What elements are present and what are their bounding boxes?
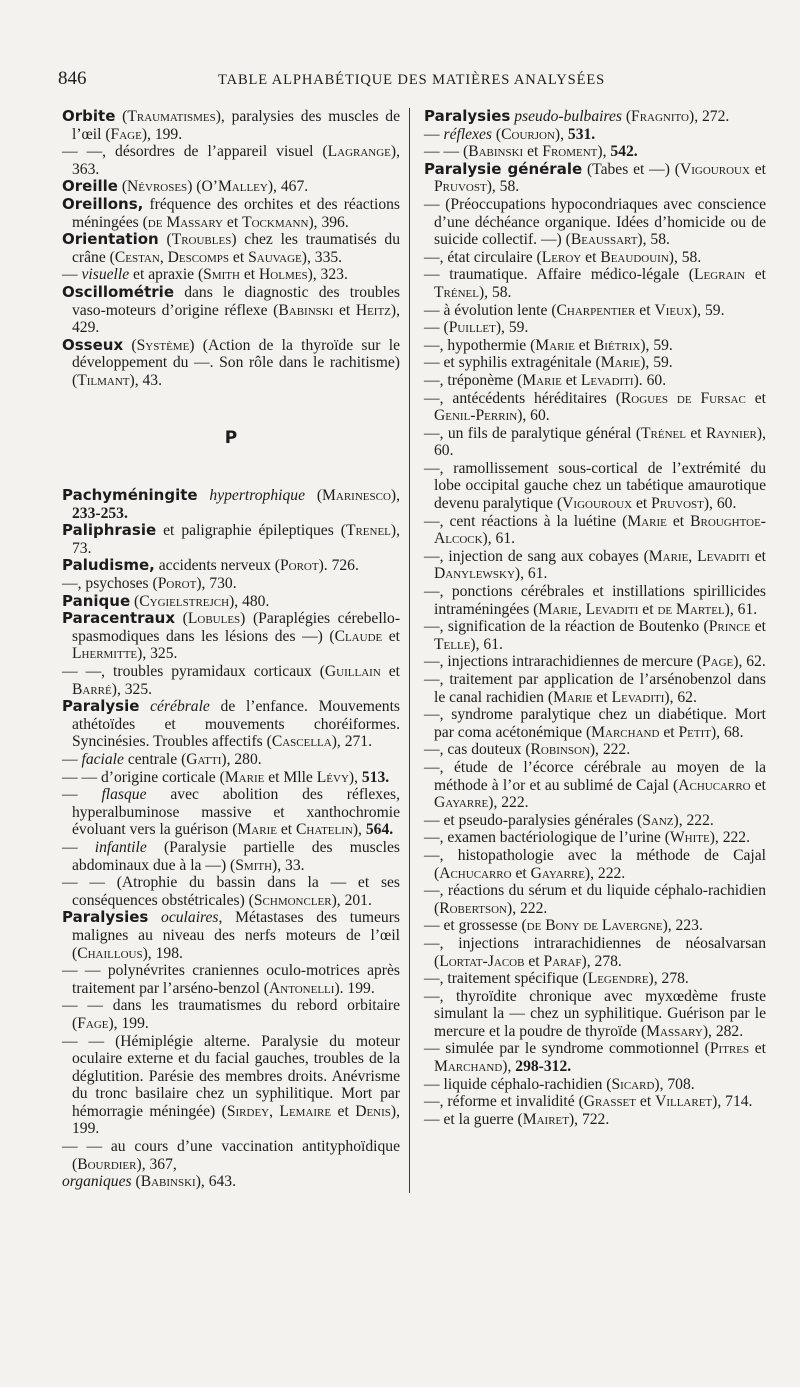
index-entry: Paralysie cérébrale de l’enfance. Mouvements athétoïdes et mouvements choréiformes. Syncinésies. Troubles affectifs (Cascella), 271.	[62, 697, 400, 751]
index-entry: Paludisme, accidents nerveux (Porot). 726.	[62, 556, 359, 575]
index-entry: —, injection de sang aux cobayes (Marie, Levaditi et Danylewsky), 61.	[424, 547, 766, 583]
index-entry: — visuelle et apraxie (Smith et Holmes), 323.	[62, 266, 348, 284]
index-entry: —, injections intrarachidiennes de néosalvarsan (Lortat-Jacob et Paraf), 278.	[424, 934, 766, 970]
index-entry: Paracentraux (Lobules) (Paraplégies cérebello-spasmodiques dans les lésions des —) (Claude et Lhermitte), 325.	[62, 609, 401, 663]
index-entry: Pachyméningite hypertrophique (Marinesco), 233-253.	[62, 486, 400, 522]
index-entry: —, syndrome paralytique chez un diabétique. Mort par coma acétonémique (Marchand et Petit), 68.	[424, 706, 766, 741]
index-entry: Oscillométrie dans le diagnostic des troubles vaso-moteurs d’origine réflexe (Babinski et Heitz), 429.	[62, 282, 400, 337]
index-entry: — —, désordres de l’appareil visuel (Lagrange), 363.	[62, 143, 400, 178]
index-entry: — — polynévrites craniennes oculo-motrices après traitement par l’arséno-benzol (Antonelli). 199.	[62, 962, 400, 997]
index-entry: —, antécédents héréditaires (Rogues de Fursac et Genil-Perrin), 60.	[424, 389, 766, 425]
index-entry: —, cas douteux (Robinson), 222.	[424, 741, 631, 759]
index-entry: — (Préoccupations hypocondriaques avec conscience d’une déchéance organique. Idées d’homicide ou de suicide collectif. —) (Beaussart), 58.	[424, 195, 766, 249]
index-entry: —, réactions du sérum et du liquide céphalo-rachidien (Robertson), 222.	[424, 882, 766, 917]
page-number: 846	[58, 68, 87, 89]
index-entry: Paralysies pseudo-bulbaires (Fragnito), 272.	[424, 107, 730, 125]
index-entry: — — d’origine corticale (Marie et Mlle Lévy), 513.	[62, 768, 390, 786]
index-entry: —, histopathologie avec la méthode de Cajal (Achucarro et Gayarre), 222.	[424, 846, 766, 882]
index-entry: —, examen bactériologique de l’urine (White), 222.	[424, 829, 750, 847]
index-entry: —, traitement spécifique (Legendre), 278.	[424, 970, 689, 988]
index-entry: —, cent réactions à la luétine (Marie et Broughtoe-Alcock), 61.	[424, 512, 766, 548]
index-entry: — —, troubles pyramidaux corticaux (Guillain et Barré), 325.	[62, 663, 400, 698]
index-entry: —, ponctions cérébrales et instillations spirillicides intraméningées (Marie, Levaditi et de Martel), 61.	[424, 583, 766, 618]
index-entry: — traumatique. Affaire médico-légale (Legrain et Trénel), 58.	[424, 266, 766, 301]
index-entry: Orbite (Traumatismes), paralysies des muscles de l’œil (Fage), 199.	[62, 107, 400, 143]
index-entry: organiques (Babinski), 643.	[62, 1173, 236, 1191]
index-entry: —, traitement par application de l’arsénobenzol dans le canal rachidien (Marie et Levaditi), 62.	[424, 671, 766, 706]
index-entry: Orientation (Troubles) chez les traumatisés du crâne (Cestan, Descomps et Sauvage), 335.	[62, 230, 401, 266]
index-entry: — réflexes (Courjon), 531.	[424, 125, 596, 143]
index-entry: — — (Babinski et Froment), 542.	[424, 143, 638, 161]
index-entry: — — (Atrophie du bassin dans la — et ses conséquences obstétricales) (Schmoncler), 201.	[62, 874, 400, 909]
index-entry: —, tréponème (Marie et Levaditi). 60.	[424, 371, 667, 389]
left-column	[62, 108, 400, 1191]
page-header	[58, 68, 748, 98]
index-entry: —, étude de l’écorce cérébrale au moyen de la méthode à l’or et au sublimé de Cajal (Achucarro et Gayarre), 222.	[424, 758, 766, 812]
index-entry: — infantile (Paralysie partielle des muscles abdominaux due à la —) (Smith), 33.	[62, 838, 400, 874]
index-entry: —, psychoses (Porot), 730.	[62, 575, 237, 593]
index-entry: — liquide céphalo-rachidien (Sicard), 708.	[424, 1075, 695, 1093]
index-entry: — (Puillet), 59.	[424, 319, 529, 337]
index-entry: —, injections intrarachidiennes de mercure (Page), 62.	[424, 653, 766, 671]
index-entry: Paralysies oculaires, Métastases des tumeurs malignes au niveau des nerfs moteurs de l’œil (Chaillous), 198.	[62, 908, 400, 962]
index-entry: — — au cours d’une vaccination antityphoïdique (Bourdier), 367,	[62, 1138, 400, 1173]
index-entry: —, hypothermie (Marie et Biétrix), 59.	[424, 336, 673, 354]
index-entry: — — (Hémiplégie alterne. Paralysie du moteur oculaire externe et du facial gauches, troubles de la déglutition. Parésie des membres droits. Anévrisme du tronc basilaire chez un syphilitique. Mort par hémorragie méningée) (Sirdey, Lemaire et Denis), 199.	[62, 1032, 400, 1138]
index-entry: — et la guerre (Mairet), 722.	[424, 1110, 610, 1128]
index-entry: Oreille (Névroses) (O’Malley), 467.	[62, 177, 309, 196]
index-entry: Paralysie générale (Tabes et —) (Vigouroux et Pruvost), 58.	[424, 159, 766, 196]
index-entry: — — dans les traumatismes du rebord orbitaire (Fage), 199.	[62, 997, 400, 1032]
index-entry: Panique (Cygielstrejch), 480.	[62, 591, 270, 610]
column-divider	[409, 108, 410, 1193]
index-entry: — à évolution lente (Charpentier et Vieux), 59.	[424, 301, 725, 319]
index-entry: — flasque avec abolition des réflexes, hyperalbuminose massive et xanthochromie évoluant vers la guérison (Marie et Chatelin), 564.	[62, 786, 400, 839]
index-entry: Paliphrasie et paligraphie épileptiques (Trenel), 73.	[62, 521, 400, 557]
section-letter: P	[224, 427, 238, 448]
index-entry: —, réforme et invalidité (Grasset et Villaret), 714.	[424, 1093, 753, 1111]
index-entry: —, un fils de paralytique général (Trénel et Raynier), 60.	[424, 424, 766, 460]
index-entry: — simulée par le syndrome commotionnel (Pitres et Marchand), 298-312.	[424, 1040, 766, 1076]
index-entry: — et syphilis extragénitale (Marie), 59.	[424, 354, 673, 372]
index-entry: —, thyroïdite chronique avec myxœdème fruste simulant la — chez un syphilitique. Guérison par le mercure et la poudre de thyroïde (Massary), 282.	[424, 987, 766, 1040]
index-entry: Osseux (Système) (Action de la thyroïde sur le développement du —. Son rôle dans le rachitisme) (Tilmant), 43.	[62, 335, 401, 389]
running-title: TABLE ALPHABÉTIQUE DES MATIÈRES ANALYSÉES	[218, 72, 606, 88]
index-entry: — faciale centrale (Gatti), 280.	[62, 751, 262, 768]
right-column	[424, 108, 766, 1128]
index-entry: —, ramollissement sous-cortical de l’extrémité du lobe occipital gauche chez un tabétique amaurotique devenu paralytique (Vigouroux et Pruvost), 60.	[424, 459, 766, 513]
index-entry: —, état circulaire (Leroy et Beaudouin), 58.	[424, 248, 702, 266]
index-entry: — et grossesse (de Bony de Lavergne), 223.	[424, 917, 703, 935]
index-entry: Oreillons, fréquence des orchites et des réactions méningées (de Massary et Tockmann), 396.	[62, 194, 400, 231]
index-entry: — et pseudo-paralysies générales (Sanz), 222.	[424, 811, 714, 829]
index-entry: —, signification de la réaction de Boutenko (Prince et Telle), 61.	[424, 618, 766, 653]
